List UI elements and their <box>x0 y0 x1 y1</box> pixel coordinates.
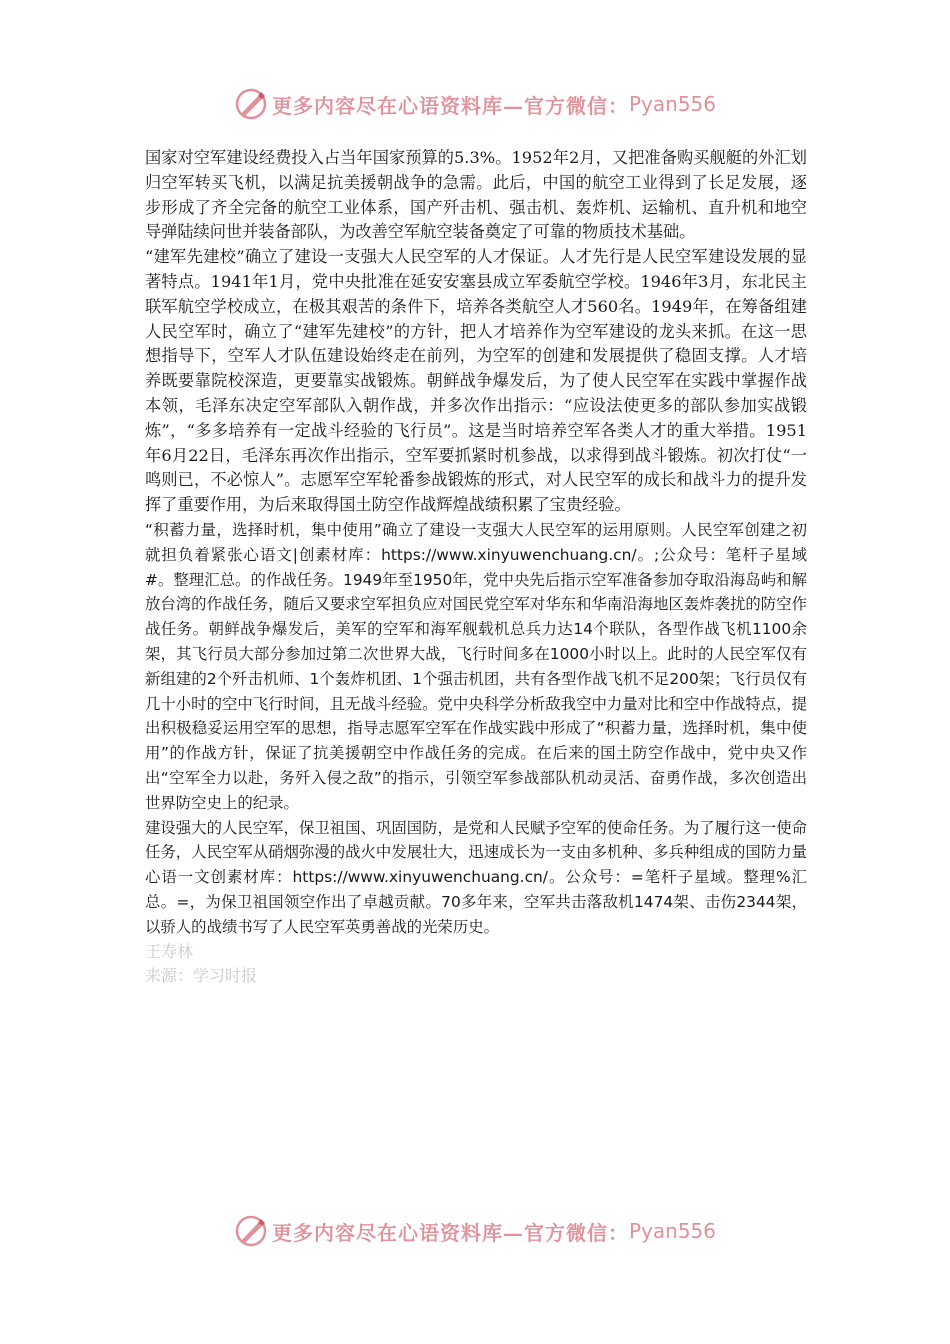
paragraph-1: 国家对空军建设经费投入占当年国家预算的5.3%。1952年2月，又把准备购买舰艇的外汇划归空军转买飞机，以满足抗美援朝战争的急需。此后，中国的航空工业得到了长足发展，逐步形成了齐全完备的航空工业体系，国产歼击机、强击机、轰炸机、运输机、直升机和地空导弹陆续问世并装备部队，为改善空军航空装备奠定了可靠的物质技术基础。 <box>145 148 807 242</box>
banner-wechat-id: Pyan556 <box>628 1219 716 1243</box>
banner-wechat-id: Pyan556 <box>628 92 716 116</box>
article-body <box>145 146 807 989</box>
pen-logo-icon <box>234 1214 268 1248</box>
banner-text: 更多内容尽在心语资料库—官方微信： <box>271 93 629 118</box>
footer-watermark-banner <box>0 1211 950 1251</box>
banner-text: 更多内容尽在心语资料库—官方微信： <box>271 1220 629 1245</box>
author-name: 王寿林 <box>145 941 194 961</box>
paragraph-3: “积蓄力量，选择时机，集中使用”确立了建设一支强大人民空军的运用原则。人民空军创建之初就担负着紧张心语文|创素材库：https://www.xinyuwenchuang.cn/。;公众号：笔杆子星域#。整理汇总。的作战任务。1949年至1950年，党中央先后指示空军准备参加夺取沿海岛屿和解放台湾的作战任务，随后又要求空军担负应对国民党空军对华东和华南沿海地区轰炸袭扰的防空作战任务。朝鲜战争爆发后，美军的空军和海军舰载机总兵力达14个联队，各型作战飞机1100余架，其飞行员大部分参加过第二次世界大战，飞行时间多在1000小时以上。此时的人民空军仅有新组建的2个歼击机师、1个轰炸机团、1个强击机团，共有各型作战飞机不足200架；飞行员仅有几十小时的空中飞行时间，且无战斗经验。党中央科学分析敌我空中力量对比和空中作战特点，提出积极稳妥运用空军的思想，指导志愿军空军在作战实践中形成了“积蓄力量，选择时机，集中使用”的作战方针，保证了抗美援朝空中作战任务的完成。在后来的国土防空作战中，党中央又作出“空军全力以赴，务歼入侵之敌”的指示，引领空军参战部队机动灵活、奋勇作战，多次创造出世界防空史上的纪录。 <box>145 520 807 812</box>
header-watermark-banner <box>0 84 950 124</box>
paragraph-2: “建军先建校”确立了建设一支强大人民空军的人才保证。人才先行是人民空军建设发展的显著特点。1941年1月，党中央批准在延安安塞县成立军委航空学校。1946年3月，东北民主联军航空学校成立，在极其艰苦的条件下，培养各类航空人才560名。1949年，在筹备组建人民空军时，确立了“建军先建校”的方针，把人才培养作为空军建设的龙头来抓。在这一思想指导下，空军人才队伍建设始终走在前列，为空军的创建和发展提供了稳固支撑。人才培养既要靠院校深造，更要靠实战锻炼。朝鲜战争爆发后，为了使人民空军在实践中掌握作战本领，毛泽东决定空军部队入朝作战，并多次作出指示：“应设法使更多的部队参加实战锻炼”，“多多培养有一定战斗经验的飞行员”。这是当时培养空军各类人才的重大举措。1951年6月22日，毛泽东再次作出指示，空军要抓紧时机参战，以求得到战斗锻炼。初次打仗“一鸣则已，不必惊人”。志愿军空军轮番参战锻炼的形式，对人民空军的成长和战斗力的提升发挥了重要作用，为后来取得国土防空作战辉煌战绩积累了宝贵经验。 <box>145 247 807 515</box>
paragraph-4: 建设强大的人民空军，保卫祖国、巩固国防，是党和人民赋予空军的使命任务。为了履行这一使命任务，人民空军从硝烟弥漫的战火中发展壮大，迅速成长为一支由多机种、多兵种组成的国防力量心语一文创素材库：https://www.xinyuwenchuang.cn/。公众号：=笔杆子星域。整理%汇总。=，为保卫祖国领空作出了卓越贡献。70多年来，空军共击落敌机1474架、击伤2344架，以骄人的战绩书写了人民空军英勇善战的光荣历史。 <box>145 818 807 936</box>
source-line: 来源：学习时报 <box>145 966 258 986</box>
pen-logo-icon <box>234 87 268 121</box>
